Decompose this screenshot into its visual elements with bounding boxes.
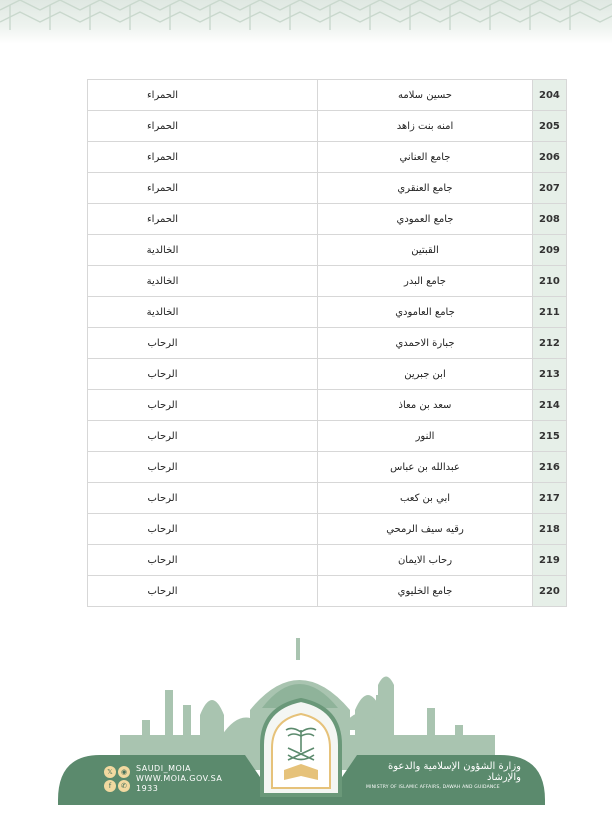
table-row <box>88 545 567 576</box>
mosque-name-cell: جامع العنقري <box>318 173 533 204</box>
mosque-name-cell: جامع العامودي <box>318 297 533 328</box>
facebook-icon[interactable]: f <box>104 780 116 792</box>
table-row <box>88 173 567 204</box>
district-cell <box>88 390 318 421</box>
table-row <box>88 204 567 235</box>
table-row <box>88 297 567 328</box>
row-number-cell: 205 <box>533 111 567 142</box>
mosque-name-cell: رقيه سيف الرمحي <box>318 514 533 545</box>
mosque-name-cell: النور <box>318 421 533 452</box>
mosque-name-cell: سعد بن معاذ <box>318 390 533 421</box>
district-cell <box>88 576 318 607</box>
row-number-cell: 212 <box>533 328 567 359</box>
district-cell <box>88 235 318 266</box>
district-cell <box>88 297 318 328</box>
mosque-name-cell: جبارة الاحمدي <box>318 328 533 359</box>
district-label: الحمراء <box>146 151 179 163</box>
x-icon[interactable]: 𝕏 <box>104 766 116 778</box>
mosque-name-cell: القبتين <box>318 235 533 266</box>
district-label: الرحاب <box>147 585 178 597</box>
district-label: الخالدية <box>146 306 179 318</box>
snapchat-icon[interactable]: ◉ <box>118 766 130 778</box>
district-cell <box>88 266 318 297</box>
district-label: الحمراء <box>146 120 179 132</box>
mosque-name-cell: امنه بنت زاهد <box>318 111 533 142</box>
mosque-table <box>87 79 559 607</box>
district-cell <box>88 111 318 142</box>
table-row <box>88 576 567 607</box>
district-cell <box>88 173 318 204</box>
district-cell <box>88 328 318 359</box>
phone-icon[interactable]: ✆ <box>118 780 130 792</box>
district-cell <box>88 452 318 483</box>
district-cell <box>88 483 318 514</box>
district-label: الرحاب <box>147 430 178 442</box>
district-label: الحمراء <box>146 89 179 101</box>
row-number-cell: 210 <box>533 266 567 297</box>
row-number-cell: 213 <box>533 359 567 390</box>
table-row <box>88 483 567 514</box>
district-label: الرحاب <box>147 461 178 473</box>
table-row <box>88 514 567 545</box>
phone-number: 1933 <box>136 784 159 793</box>
district-label: الخالدية <box>146 244 179 256</box>
footer-banner <box>0 630 612 835</box>
district-label: الرحاب <box>147 492 178 504</box>
district-cell <box>88 545 318 576</box>
mosque-name-cell: جامع البدر <box>318 266 533 297</box>
row-number-cell: 211 <box>533 297 567 328</box>
row-number-cell: 217 <box>533 483 567 514</box>
district-cell <box>88 80 318 111</box>
mosque-name-cell: جامع الخليوي <box>318 576 533 607</box>
district-label: الحمراء <box>146 213 179 225</box>
table-row <box>88 142 567 173</box>
district-label: الرحاب <box>147 554 178 566</box>
table-row <box>88 266 567 297</box>
row-number-cell: 219 <box>533 545 567 576</box>
row-number-cell: 206 <box>533 142 567 173</box>
mosque-silhouette-icon <box>0 630 612 835</box>
ministry-name-english: MINISTRY OF ISLAMIC AFFAIRS, DAWAH AND GUIDANCE <box>366 785 500 790</box>
district-label: الحمراء <box>146 182 179 194</box>
website-link[interactable]: WWW.MOIA.GOV.SA <box>136 774 223 783</box>
district-label: الرحاب <box>147 399 178 411</box>
table-row <box>88 421 567 452</box>
ministry-logo-text <box>366 761 536 790</box>
district-cell <box>88 204 318 235</box>
table-row <box>88 328 567 359</box>
district-label: الرحاب <box>147 523 178 535</box>
row-number-cell: 208 <box>533 204 567 235</box>
mosque-name-cell: جامع العمودي <box>318 204 533 235</box>
district-label: الخالدية <box>146 275 179 287</box>
district-cell <box>88 421 318 452</box>
mosque-name-cell: ابي بن كعب <box>318 483 533 514</box>
table-row <box>88 390 567 421</box>
row-number-cell: 209 <box>533 235 567 266</box>
mosque-name-cell: جامع العناني <box>318 142 533 173</box>
district-cell <box>88 359 318 390</box>
table-row <box>88 80 567 111</box>
row-number-cell: 220 <box>533 576 567 607</box>
header-pattern <box>0 0 612 44</box>
table-row <box>88 359 567 390</box>
social-icons <box>104 766 134 792</box>
row-number-cell: 215 <box>533 421 567 452</box>
row-number-cell: 207 <box>533 173 567 204</box>
row-number-cell: 214 <box>533 390 567 421</box>
contact-lines <box>136 764 222 794</box>
row-number-cell: 218 <box>533 514 567 545</box>
mosque-name-cell: رحاب الايمان <box>318 545 533 576</box>
social-handle[interactable]: SAUDI_MOIA <box>136 764 192 773</box>
table-row <box>88 235 567 266</box>
mosque-name-cell: حسين سلامه <box>318 80 533 111</box>
district-cell <box>88 514 318 545</box>
district-label: الرحاب <box>147 368 178 380</box>
ministry-name-arabic: وزارة الشؤون الإسلامية والدعوة والإرشاد <box>388 761 521 783</box>
mosque-name-cell: ابن جبرين <box>318 359 533 390</box>
row-number-cell: 216 <box>533 452 567 483</box>
geometric-pattern-icon <box>0 0 612 44</box>
table-row <box>88 111 567 142</box>
district-cell <box>88 142 318 173</box>
mosque-name-cell: عبدالله بن عباس <box>318 452 533 483</box>
district-label: الرحاب <box>147 337 178 349</box>
row-number-cell: 204 <box>533 80 567 111</box>
table-row <box>88 452 567 483</box>
